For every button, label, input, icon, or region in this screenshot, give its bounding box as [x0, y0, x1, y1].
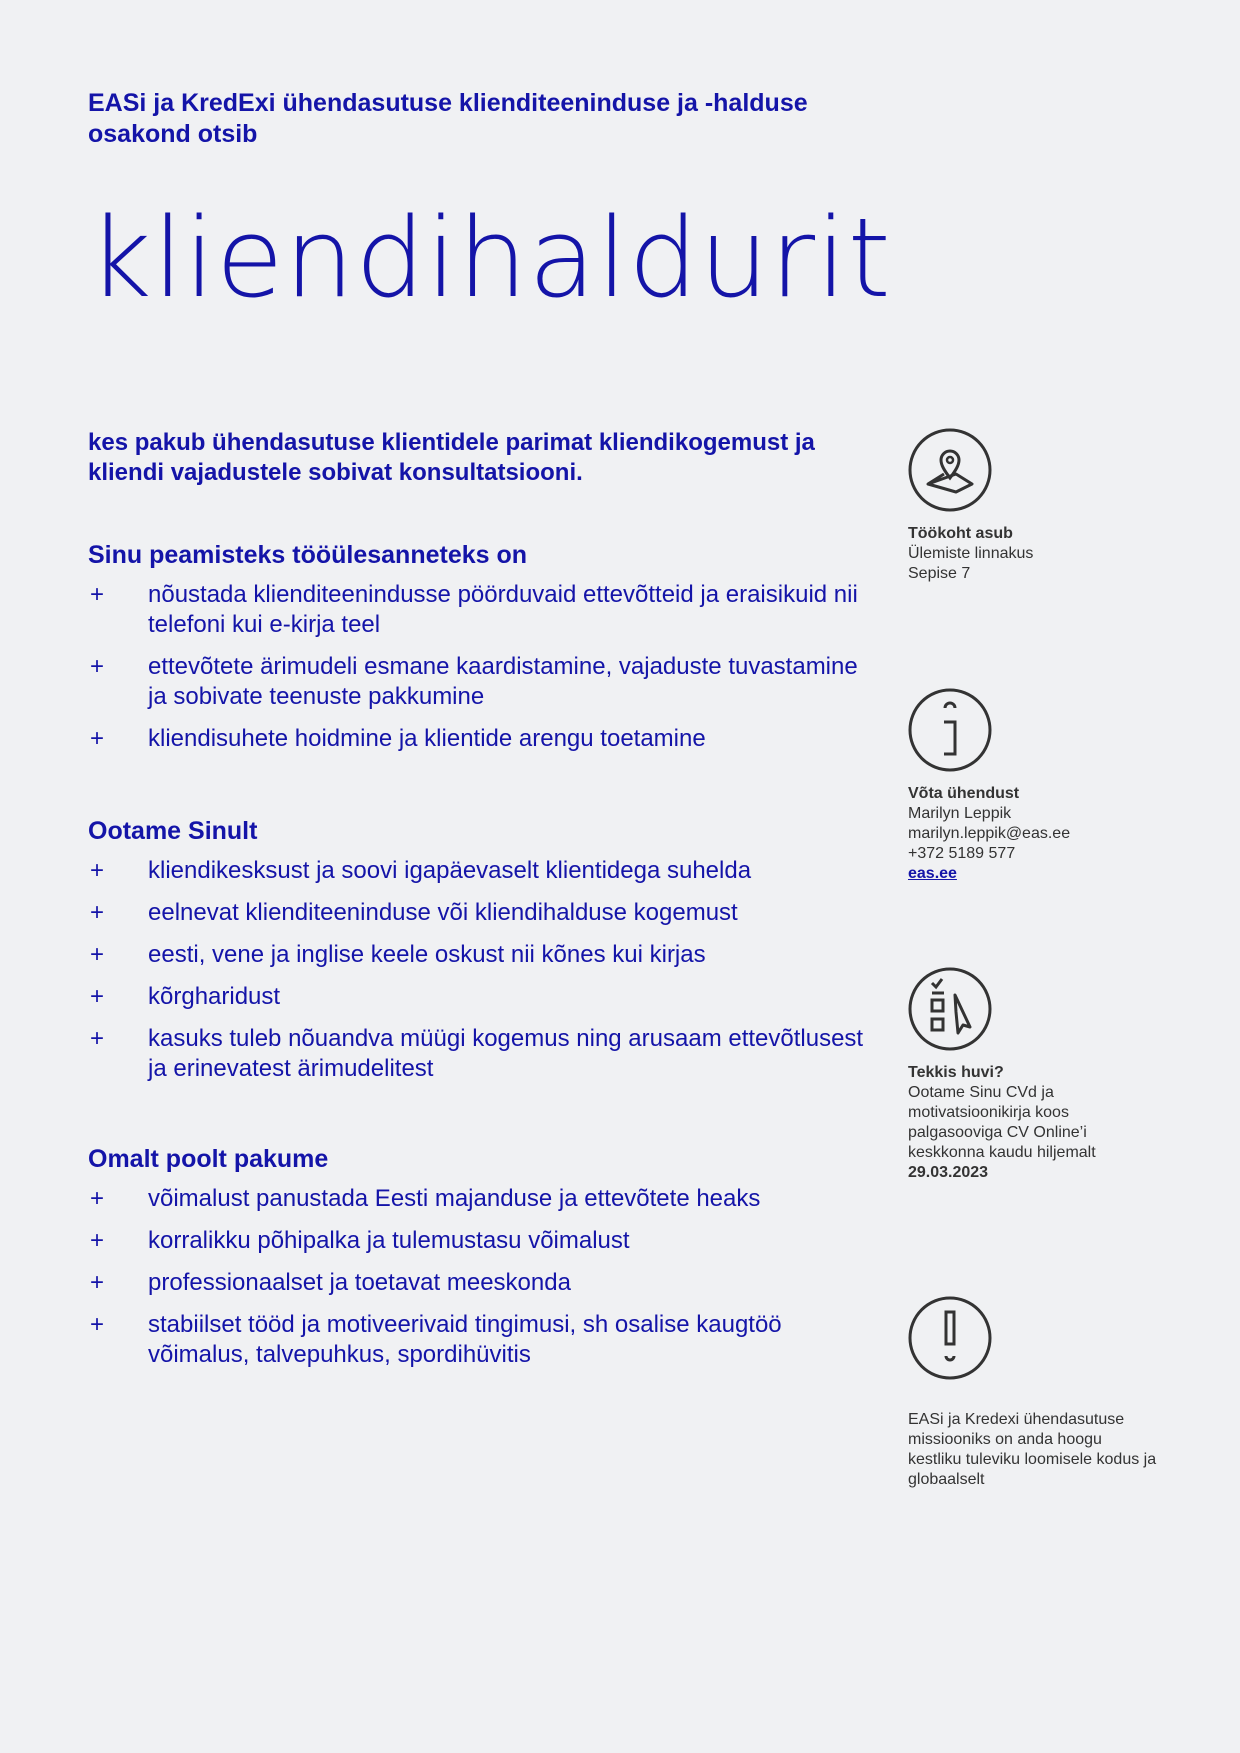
plus-bullet: + [90, 941, 105, 968]
contact-label: Võta ühendust [908, 785, 1020, 802]
sidebar-apply [908, 967, 1158, 1183]
list-item-text: kõrgharidust [148, 983, 281, 1010]
contact-email[interactable]: marilyn.leppik@eas.ee [908, 825, 1071, 842]
plus-bullet: + [90, 983, 105, 1010]
list-item-text: võimalust panustada Eesti majanduse ja ettevõtete heaks [148, 1185, 761, 1212]
section-tasks [88, 540, 868, 766]
checklist-cursor-icon [908, 967, 992, 1051]
apply-label: Tekkis huvi? [908, 1064, 1004, 1081]
list-item-text: kliendisuhete hoidmine ja klientide arengu toetamine [148, 725, 706, 752]
contact-phone[interactable]: +372 5189 577 [908, 845, 1016, 862]
sidebar-contact [908, 688, 1158, 884]
apply-text: Ootame Sinu CVd ja motivatsioonikirja koos palgasooviga CV Online’i keskkonna kaudu hiljemalt [908, 1084, 1096, 1161]
location-line2: Sepise 7 [908, 565, 971, 582]
lead-text: kes pakub ühendasutuse klientidele parimat kliendikogemust ja kliendi vajadustele sobivat konsultatsiooni. [88, 429, 815, 486]
list-item-text: kasuks tuleb nõuandva müügi kogemus ning arusaam ettevõtlusest ja erinevatest ärimudelitest [148, 1025, 864, 1082]
list-item [88, 580, 868, 640]
list-item [88, 940, 868, 970]
plus-bullet: + [90, 653, 105, 680]
list-item-text: stabiilset tööd ja motiveerivaid tingimusi, sh osalise kaugtöö võimalus, talvepuhkus, spordihüvitis [148, 1311, 782, 1368]
plus-bullet: + [90, 725, 105, 752]
list-item-text: ettevõtete ärimudeli esmane kaardistamine, vajaduste tuvastamine ja sobivate teenuste pakkumine [148, 653, 858, 710]
section-heading: Omalt poolt pakume [88, 1145, 329, 1173]
list-item [88, 1268, 868, 1298]
sidebar-mission [908, 1296, 1158, 1490]
list-item [88, 1024, 868, 1084]
plus-bullet: + [90, 899, 105, 926]
list-item [88, 652, 868, 712]
list-item-text: professionaalset ja toetavat meeskonda [148, 1269, 571, 1296]
info-icon [908, 688, 992, 772]
list-item [88, 1310, 868, 1370]
page-title: kliendihaldurit [88, 194, 892, 322]
plus-bullet: + [90, 1269, 105, 1296]
section-requirements [88, 816, 868, 1096]
list-item [88, 1184, 868, 1214]
list-item-text: eesti, vene ja inglise keele oskust nii kõnes kui kirjas [148, 941, 706, 968]
apply-deadline: 29.03.2023 [908, 1164, 989, 1181]
list-item [88, 724, 868, 754]
mission-text: EASi ja Kredexi ühendasutuse missiooniks on anda hoogu kestliku tuleviku loomisele kodus ja globaalselt [908, 1411, 1157, 1488]
website-link[interactable]: eas.ee [908, 865, 957, 882]
exclamation-icon [908, 1296, 992, 1380]
list-item [88, 898, 868, 928]
plus-bullet: + [90, 1185, 105, 1212]
section-heading: Ootame Sinult [88, 817, 258, 845]
list-item [88, 856, 868, 886]
location-pin-icon [908, 428, 992, 512]
plus-bullet: + [90, 857, 105, 884]
plus-bullet: + [90, 581, 105, 608]
list-item-text: kliendikesksust ja soovi igapäevaselt klientidega suhelda [148, 857, 752, 884]
list-item-text: eelnevat klienditeeninduse või kliendihalduse kogemust [148, 899, 738, 926]
section-benefits [88, 1144, 868, 1382]
contact-name: Marilyn Leppik [908, 805, 1012, 822]
list-item [88, 982, 868, 1012]
list-item [88, 1226, 868, 1256]
plus-bullet: + [90, 1311, 105, 1338]
intro-heading: EASi ja KredExi ühendasutuse klienditeeninduse ja -halduse osakond otsib [88, 89, 808, 148]
sidebar-location [908, 428, 1158, 584]
section-heading: Sinu peamisteks tööülesanneteks on [88, 541, 528, 569]
location-label: Töökoht asub [908, 525, 1013, 542]
list-item-text: korralikku põhipalka ja tulemustasu võimalust [148, 1227, 630, 1254]
location-line1: Ülemiste linnakus [908, 545, 1034, 562]
plus-bullet: + [90, 1227, 105, 1254]
list-item-text: nõustada klienditeenindusse pöörduvaid ettevõtteid ja eraisikuid nii telefoni kui e-kirja teel [148, 581, 858, 638]
plus-bullet: + [90, 1025, 105, 1052]
